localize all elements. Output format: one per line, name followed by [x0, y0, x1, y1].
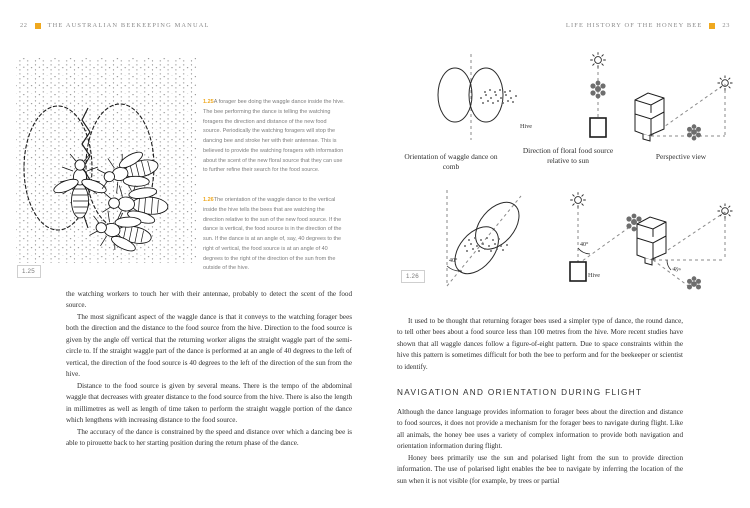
caption-125-text: A forager bee doing the waggle dance inside the hive. The bee performing the dance is telling the watching foragers the direction and distance of the new food source. Periodically the watching foragers will stop the dancing bee and stroke her with their antennae. This is believed to provide the watching foragers with information about the scent of the new floral source that they can use to further refine their search for the food source. [203, 99, 345, 174]
caption-125-number: 1.25 [203, 99, 214, 105]
flower-icon-top-perspective [687, 124, 701, 140]
svg-text:40°: 40° [671, 266, 682, 275]
hive-box-bottom [570, 262, 586, 281]
right-page [375, 0, 750, 508]
flower-icon-top [590, 81, 605, 99]
right-paragraph-1: It used to be thought that returning forager bees used a simpler type of dance, the round dance, to tell other bees about a food source less than 100 metres from the hive. More recent studies have shown that all waggle dances follow a figure-of-eight pattern. Due to space constraints within the hive this pattern is sometimes difficult for both the bee to perform and for the beekeeper or scientist to identify. [397, 317, 683, 371]
running-head-left-title: THE AUSTRALIAN BEEKEEPING MANUAL [47, 22, 210, 29]
running-head-right-title: LIFE HISTORY OF THE HONEY BEE [565, 22, 703, 29]
figure-125-illustration [16, 58, 196, 263]
svg-text:40°: 40° [449, 258, 458, 264]
label-direction-floral-food-source: Direction of floral food source relative to sun [522, 146, 614, 165]
caption-126 [203, 196, 345, 274]
sun-icon-top [590, 52, 606, 68]
caption-126-text: The orientation of the waggle dance to the vertical inside the hive tells the bees that are watching the direction relative to the sun of the new food source. If the dance is vertical, the food source is in the direction of the sun. If the dance is at an angle of, say, 40 degrees to the right of vertical, the food source is at an angle of 40 degrees to the right of the direction of the sun from the outside of the hive. [203, 197, 342, 272]
left-paragraph-4: The accuracy of the dance is constrained by the speed and distance over which a dancing bee is able to pirouette back to her starting position during the return phase of the dance. [66, 427, 352, 448]
left-paragraph-2: The most significant aspect of the waggle dance is that it conveys to the watching forager bees both the direction and the distance to the food source from the hive. Direction to the food source is given by the angle off vertical that the returning worker aligns the straight waggle part of the semi-circle to. If the straight waggle part of the dance is performed at an angle of 40 degrees to the left of vertical, the direction of the food source is 40 degrees to the left of the direction of the sun from the hive. [66, 312, 352, 379]
right-body-column [397, 316, 683, 487]
hive-label-bottom: Hive [588, 272, 601, 279]
hive-box-top [590, 118, 606, 137]
section-heading-navigation: NAVIGATION AND ORIENTATION DURING FLIGHT [397, 388, 643, 398]
sun-icon-bottom-perspective [718, 204, 733, 219]
folio-right: 23 [722, 22, 730, 29]
right-paragraph-2: Although the dance language provides information to forager bees about the direction and distance to food sources, it does not provide a mechanism for the forager bees to navigate during flight. Like all animals, the honey bee uses a variety of complex information to provide both navigation and orientation information during flight. [397, 407, 683, 451]
flower-icon-bottom-perspective [687, 276, 701, 289]
running-head-left [20, 22, 210, 29]
svg-text:40°: 40° [580, 242, 589, 248]
left-paragraph-3: Distance to the food source is given by several means. There is the tempo of the abdominal waggle that decreases with greater distance to the food source from the hive. There is also the length in millimetres as well as length of time taken to perform the straight waggle portion of the dance which lengthens with increasing distance to the food source. [66, 381, 352, 425]
diagram-row-angled [403, 190, 743, 290]
hive-label-top: Hive [520, 123, 533, 130]
caption-125 [203, 98, 345, 176]
sun-icon-top-perspective [718, 76, 733, 91]
left-body-column [66, 289, 352, 450]
caption-126-number: 1.26 [203, 197, 214, 203]
header-square-marker-icon [709, 23, 715, 29]
label-perspective-view: Perspective view [655, 152, 707, 161]
label-orientation-waggle-dance: Orientation of waggle dance on comb [404, 152, 498, 171]
perspective-view-top [635, 76, 733, 142]
running-head-right [566, 22, 730, 29]
right-paragraph-3: Honey bees primarily use the sun and polarised light from the sun to provide direction information. The use of polarised light enables the bee to navigate by inferring the location of the sun when it is not visible (for example, by trees or partial [397, 453, 683, 485]
figure-number-126: 1.26 [401, 270, 425, 283]
perspective-view-bottom [637, 204, 733, 290]
figure-number-125: 1.25 [17, 265, 41, 278]
folio-left: 22 [20, 22, 28, 29]
diagram-row-vertical [403, 52, 743, 142]
left-paragraph-1: the watching workers to touch her with their antennae, probably to detect the scent of the food source. [66, 290, 352, 310]
header-square-marker-icon [35, 23, 41, 29]
sun-icon-bottom [570, 192, 586, 208]
